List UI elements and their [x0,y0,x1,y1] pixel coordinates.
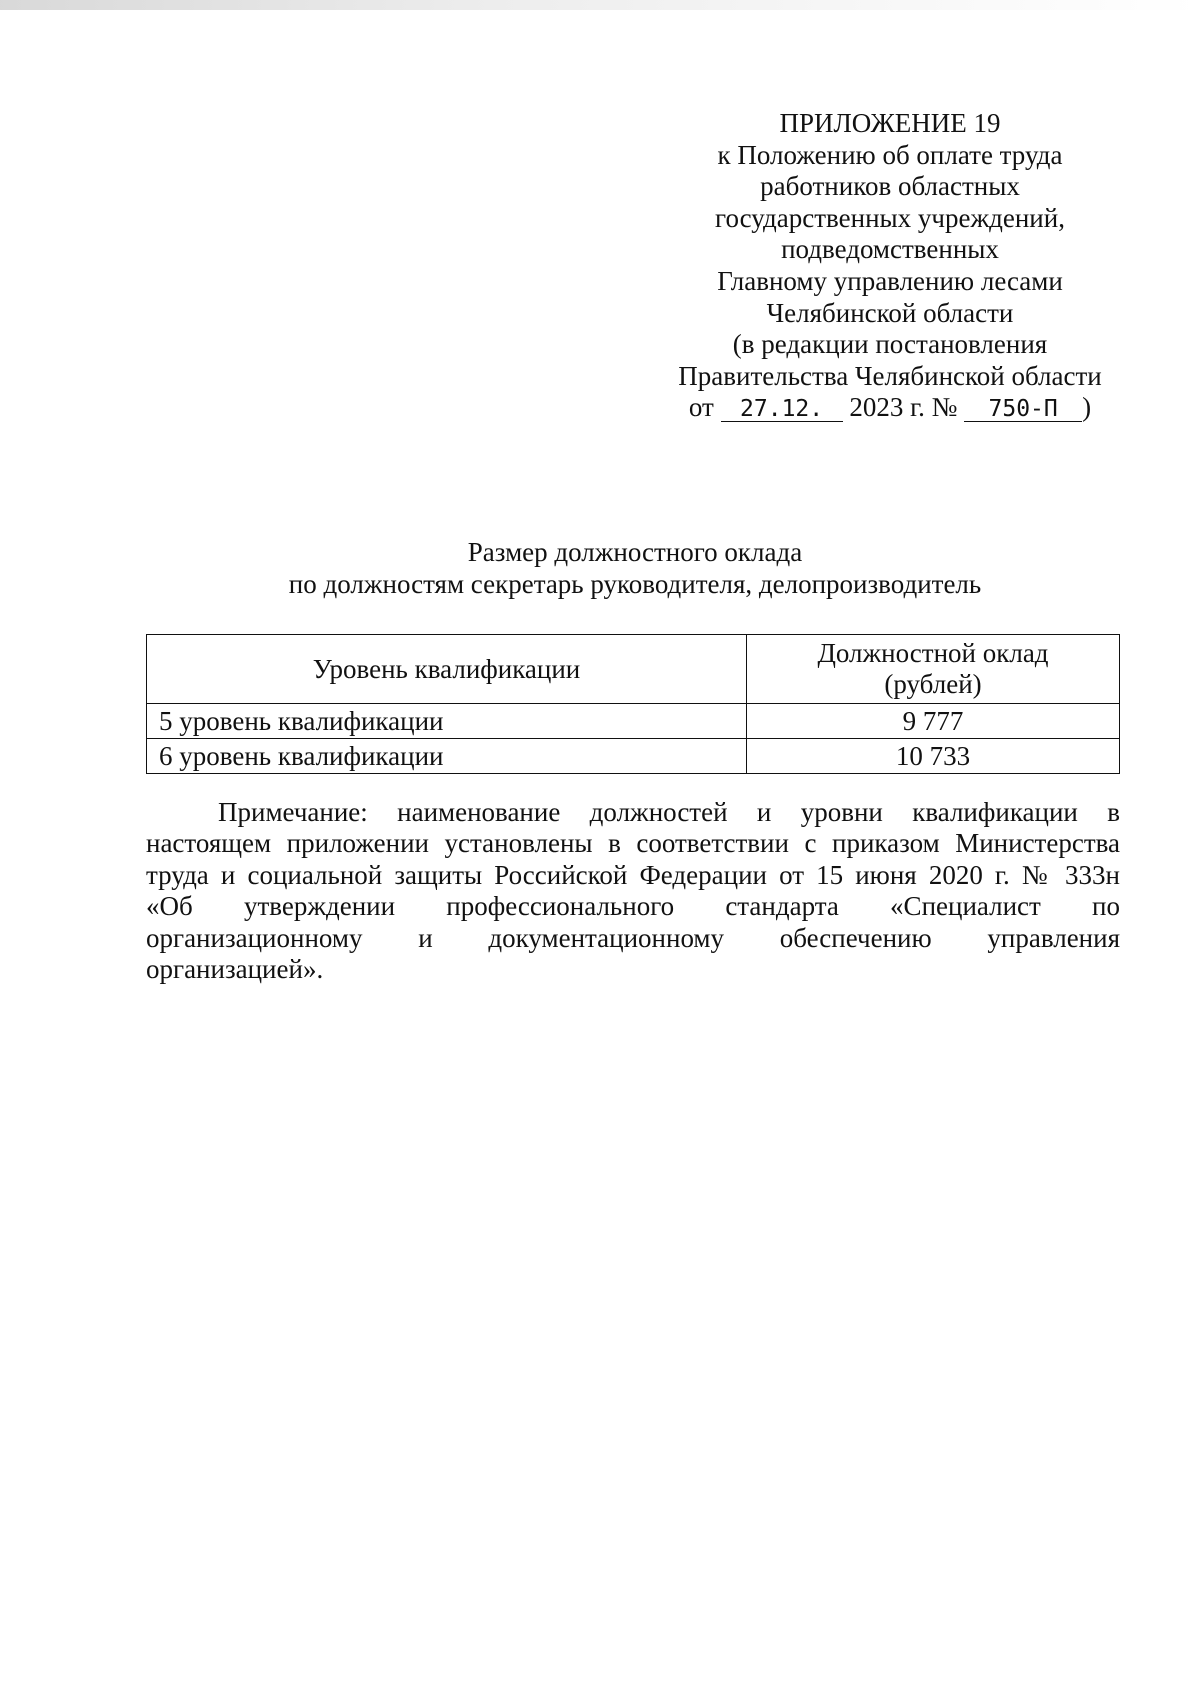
note-line: труда и социальной защиты Российской Федерации от 15 июня 2020 г. № 333н [146,859,1120,890]
ref-date: 27.12. [721,397,843,422]
table-row [147,704,1120,739]
appendix-line: Челябинской области [766,297,1014,328]
appendix-line: работников областных [760,171,1020,202]
row-level: 6 уровень квалификации [147,739,747,774]
header-level: Уровень квалификации [147,635,747,704]
note-line: организацией». [146,954,324,985]
appendix-reference [650,392,1130,424]
note-line: организационному и документационному обеспечению управления [146,922,1120,953]
appendix-line: подведомственных [781,234,999,265]
note-line: настоящем приложении установлены в соответствии с приказом Министерства [146,828,1120,859]
appendix-heading: ПРИЛОЖЕНИЕ 19 [779,108,1001,138]
ref-year: 2023 г. № [849,392,958,423]
scan-edge-artifact [0,0,1200,10]
appendix-line: (в редакции постановления [732,329,1048,360]
salary-table [146,634,1120,774]
document-title [150,536,1120,600]
note-line: «Об утверждении профессионального стандарта «Специалист по [146,891,1120,922]
row-salary: 10 733 [747,739,1120,774]
header-salary [747,635,1120,704]
header-salary-line-1: Должностной оклад [817,638,1049,668]
table-row [147,739,1120,774]
row-salary: 9 777 [747,704,1120,739]
ref-prefix: от [688,392,714,423]
table-header-row [147,635,1120,704]
appendix-line: к Положению об оплате труда [717,139,1063,170]
header-salary-line-2: (рублей) [884,669,982,699]
ref-number: 750-П [964,397,1082,422]
title-line-2: по должностям секретарь руководителя, делопроизводитель [288,569,982,599]
row-level: 5 уровень квалификации [147,704,747,739]
appendix-header [650,108,1130,424]
ref-suffix: ) [1082,392,1092,423]
appendix-line: Главному управлению лесами [717,265,1063,296]
appendix-line: государственных учреждений, [715,202,1065,233]
note-line: Примечание: наименование должностей и уровни квалификации в [218,797,1120,827]
appendix-line: Правительства Челябинской области [678,360,1102,391]
note-paragraph [146,797,1120,985]
title-line-1: Размер должностного оклада [467,537,803,567]
